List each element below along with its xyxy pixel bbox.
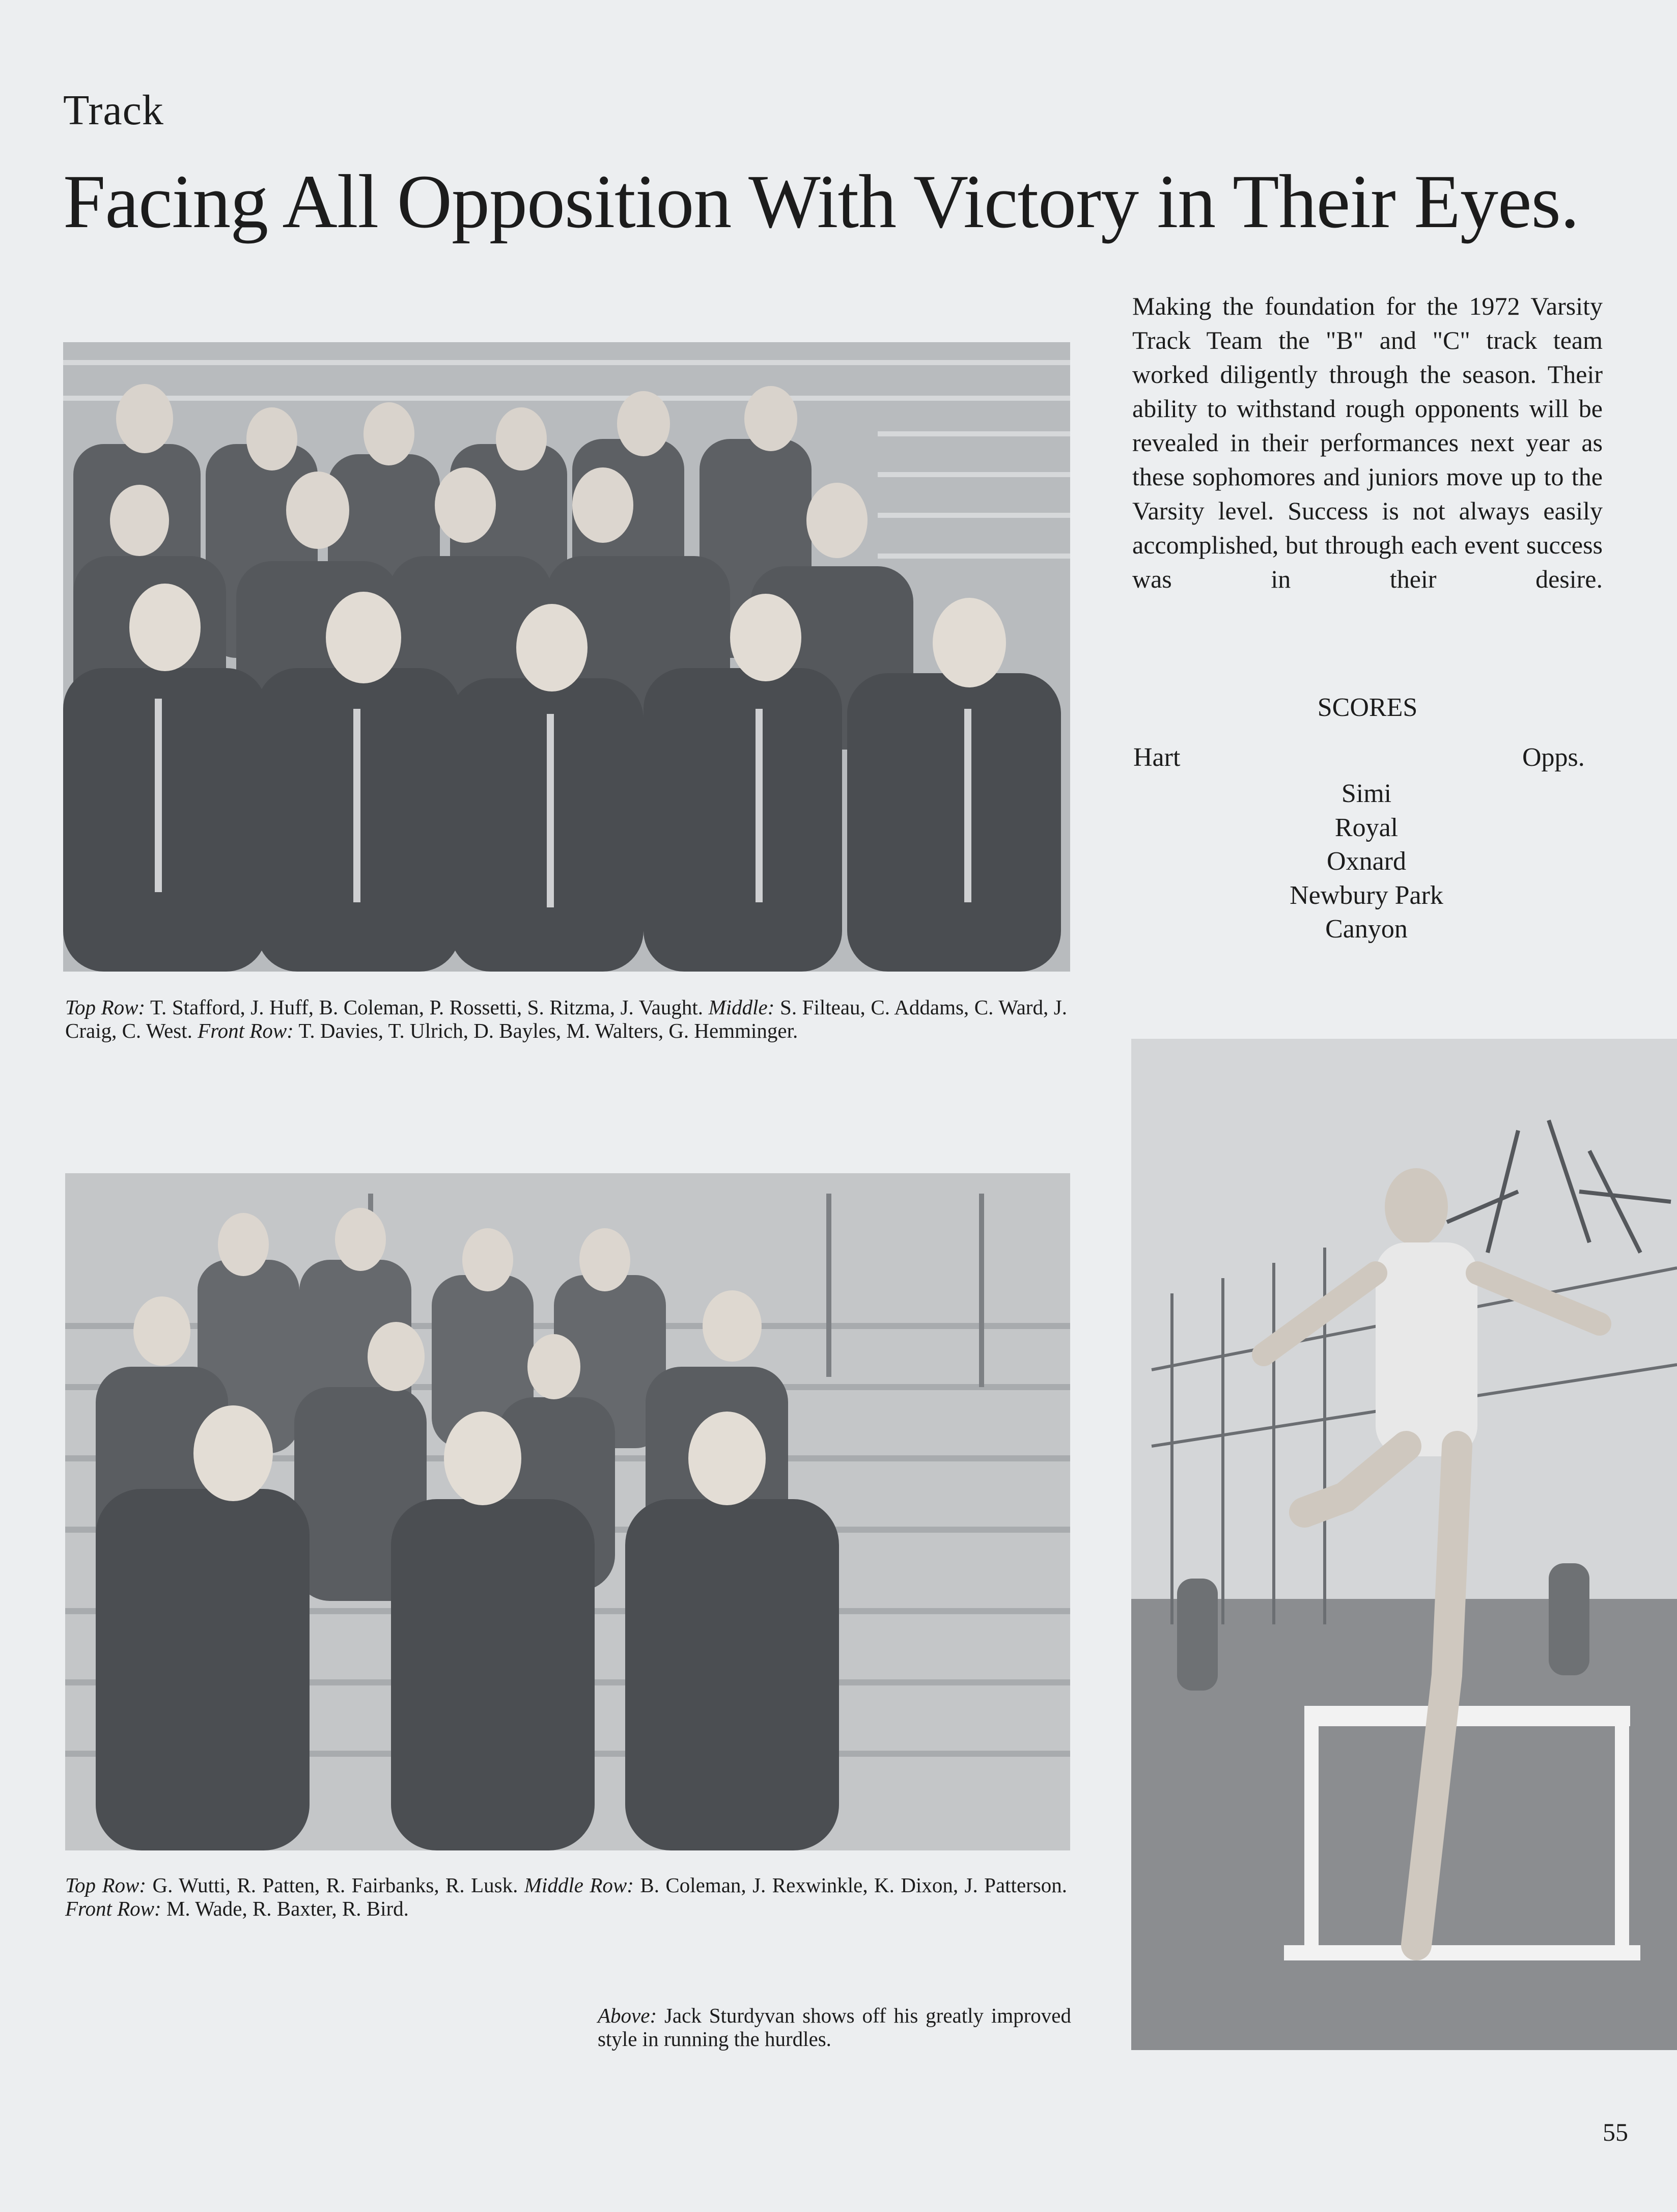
top-row-label: Top Row: [65,996,146,1019]
team-photo-bottom-image [65,1173,1070,1850]
page-headline: Facing All Opposition With Victory in Their Eyes. [63,159,1579,244]
front-row-names: T. Davies, T. Ulrich, D. Bayles, M. Walters, G. Hemminger. [298,1018,798,1042]
team-photo-bottom [65,1173,1070,1850]
intro-paragraph: Making the foundation for the 1972 Varsity Track Team the "B" and "C" track team worked diligently through the season. Their ability to withstand rough opponents will be revealed in their performances next year as these sophomores and juniors move up to the Varsity level. Success is not always easily accomplished, but through each event success was in their desire. [1132,292,1603,593]
middle-row-label: Middle: [708,996,775,1019]
opponent-name: Royal [1334,813,1399,842]
middle-row-names: B. Coleman, J. Rexwinkle, K. Dixon, J. Patterson. [640,1873,1068,1897]
front-row-names: M. Wade, R. Baxter, R. Bird. [166,1896,409,1920]
scores-away-label: Opps. [1522,743,1585,772]
opponent-name: Newbury Park [1290,880,1443,910]
opponent-name: Simi [1341,779,1392,808]
photo-caption-bottom [65,1874,1067,1921]
scores-home-label: Hart [1133,743,1181,772]
hurdles-photo [1131,1039,1677,2050]
photo-caption-hurdles [598,2004,1071,2051]
front-row-label: Front Row: [65,1896,161,1920]
hurdles-caption-text: Jack Sturdyvan shows off his greatly improved style in running the hurdles. [598,2004,1071,2051]
hurdles-photo-image [1131,1039,1677,2050]
top-row-names: T. Stafford, J. Huff, B. Coleman, P. Rossetti, S. Ritzma, J. Vaught. [150,996,704,1019]
scores-heading: SCORES [1317,693,1418,722]
above-label: Above: [598,2004,657,2027]
opponent-name: Canyon [1325,915,1408,944]
top-row-label: Top Row: [65,1873,147,1897]
middle-row-label: Middle Row: [524,1873,634,1897]
top-row-names: G. Wutti, R. Patten, R. Fairbanks, R. Lusk. [152,1873,518,1897]
middle-row-names: S. Filteau, C. Addams, C. Ward, J. Craig, C. West. [65,996,1068,1042]
section-label: Track [63,87,164,134]
front-row-label: Front Row: [198,1018,294,1042]
page-number: 55 [1603,2118,1628,2146]
opponent-name: Oxnard [1327,847,1406,876]
team-photo-top [63,342,1070,972]
photo-caption-top [65,996,1067,1043]
scores-opponent-list [1234,777,1499,947]
team-photo-top-image [63,342,1070,972]
